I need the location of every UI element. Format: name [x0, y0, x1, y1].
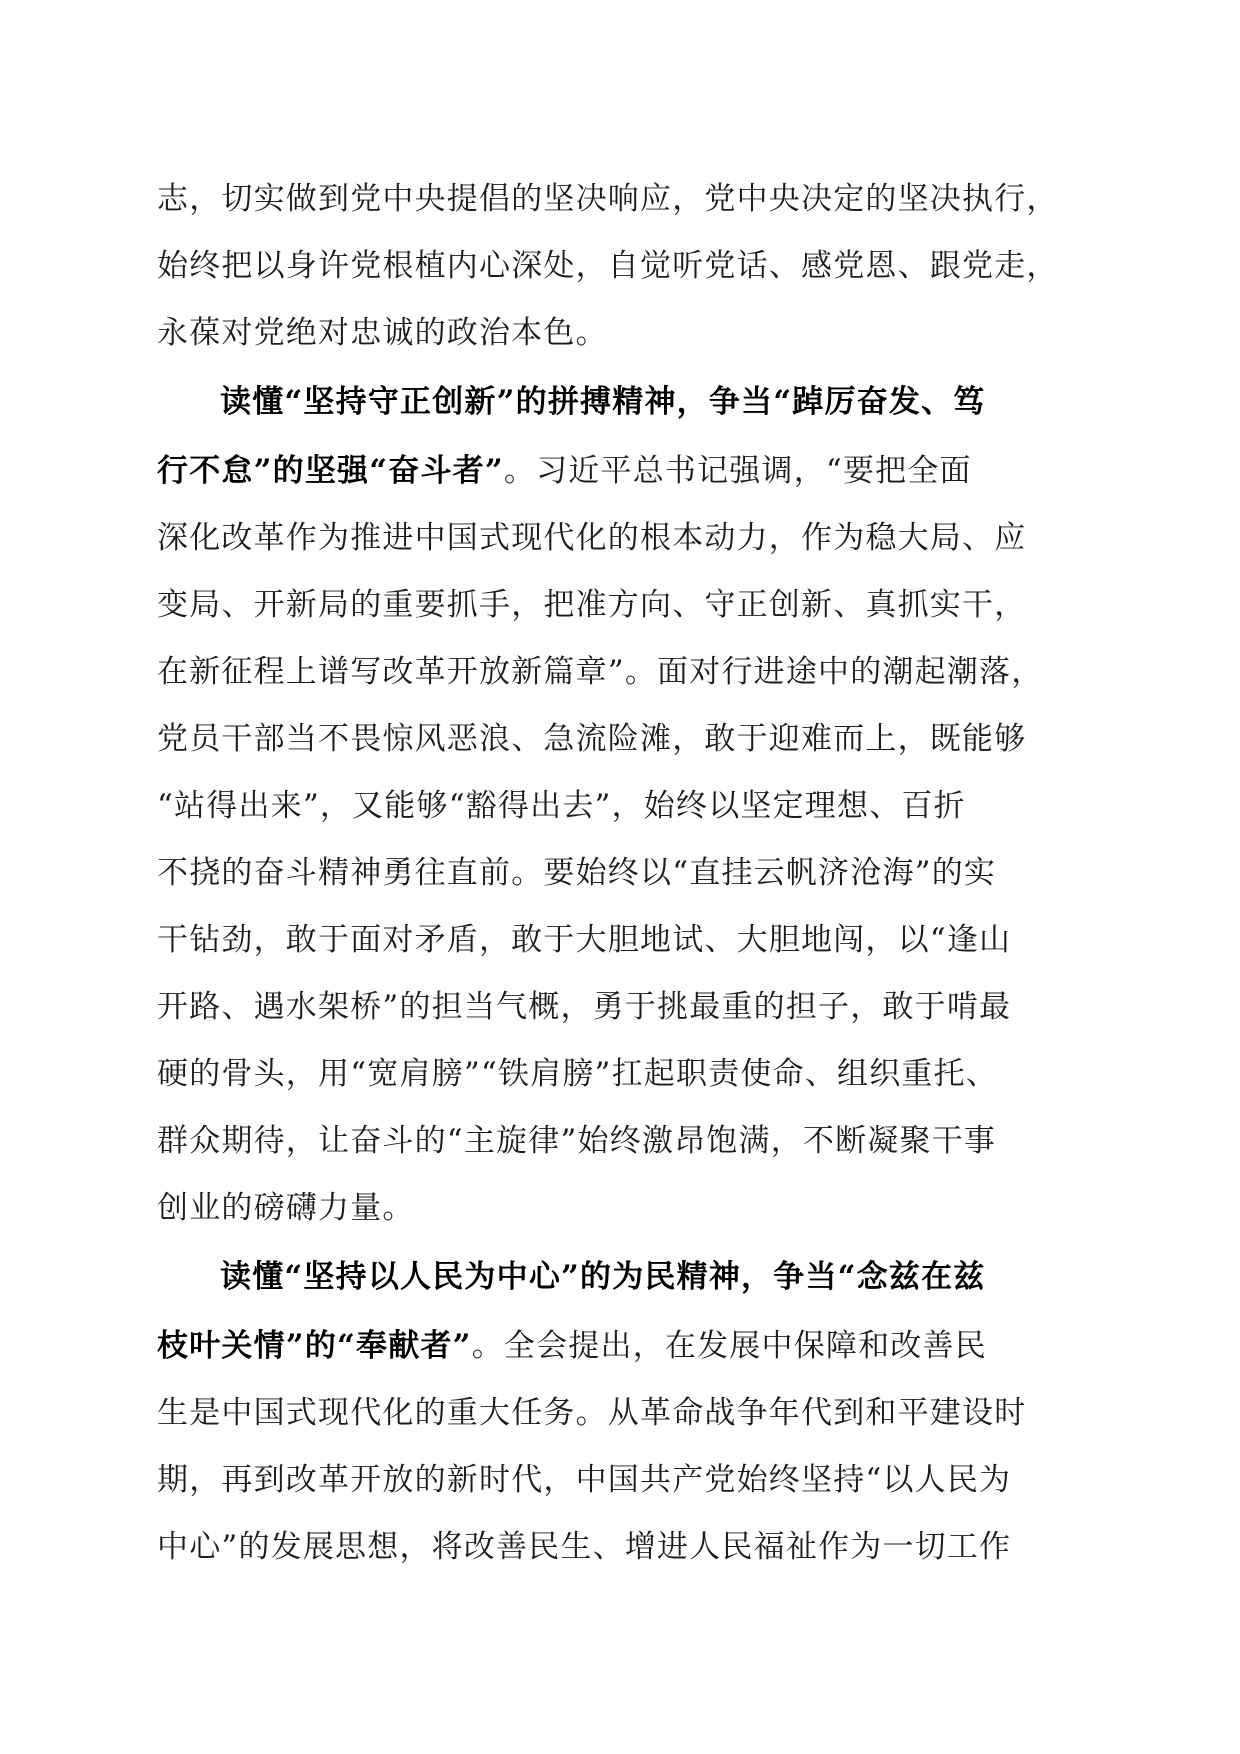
paragraph-line: 永葆对党绝对忠诚的政治本色。: [157, 315, 608, 351]
paragraph-line: 志，切实做到党中央提倡的坚决响应，党中央决定的坚决执行，: [157, 181, 1059, 217]
paragraph-line: [157, 438, 1087, 505]
paragraph-line: 生是中国式现代化的重大任务。从革命战争年代到和平建设时: [157, 1395, 1027, 1431]
paragraph-text: 。全会提出，在发展中保障和改善民: [471, 1328, 987, 1364]
paragraph-line: 创业的磅礴力量。: [157, 1190, 415, 1226]
paragraph-line: 变局、开新局的重要抓手，把准方向、守正创新、真抓实干，: [157, 587, 1027, 623]
paragraph-line: 深化改革作为推进中国式现代化的根本动力，作为稳大局、应: [157, 520, 1027, 556]
paragraph-line: 群众期待，让奋斗的“主旋律”始终激昂饱满，不断凝聚干事: [157, 1123, 997, 1159]
paragraph-line: 期，再到改革开放的新时代，中国共产党始终坚持“以人民为: [157, 1462, 1012, 1498]
section-heading-cont: 枝叶关情”的“奉献者”: [157, 1328, 472, 1364]
paragraph-text: 。习近平总书记强调，“要把全面: [503, 453, 972, 489]
paragraph-line: 干钻劲，敢于面对矛盾，敢于大胆地试、大胆地闯，以“逢山: [157, 922, 1012, 958]
paragraph-line: 中心”的发展思想，将改善民生、增进人民福祉作为一切工作: [157, 1529, 1012, 1565]
paragraph-line: 在新征程上谱写改革开放新篇章”。面对行进途中的潮起潮落，: [157, 654, 1044, 690]
paragraph-line: 不挠的奋斗精神勇往直前。要始终以“直挂云帆济沧海”的实: [157, 855, 997, 891]
section-heading: 读懂“坚持以人民为中心”的为民精神，争当“念兹在兹: [220, 1259, 986, 1295]
paragraph-line: 开路、遇水架桥”的担当气概，勇于挑最重的担子，敢于啃最: [157, 989, 1012, 1025]
paragraph-line: “站得出来”，又能够“豁得出去”，始终以坚定理想、百折: [157, 788, 966, 824]
paragraph-line: 始终把以身许党根植内心深处，自觉听党话、感党恩、跟党走，: [157, 248, 1059, 284]
paragraph-line: [157, 1313, 1087, 1380]
paragraph-line: 硬的骨头，用“宽肩膀”“铁肩膀”扛起职责使命、组织重托、: [157, 1056, 998, 1092]
section-heading-cont: 行不怠”的坚强“奋斗者”: [157, 453, 504, 489]
paragraph-line: 党员干部当不畏惊风恶浪、急流险滩，敢于迎难而上，既能够: [157, 721, 1027, 757]
body-text: [157, 166, 1087, 1581]
section-heading: 读懂“坚持守正创新”的拼搏精神，争当“踔厉奋发、笃: [220, 384, 986, 420]
